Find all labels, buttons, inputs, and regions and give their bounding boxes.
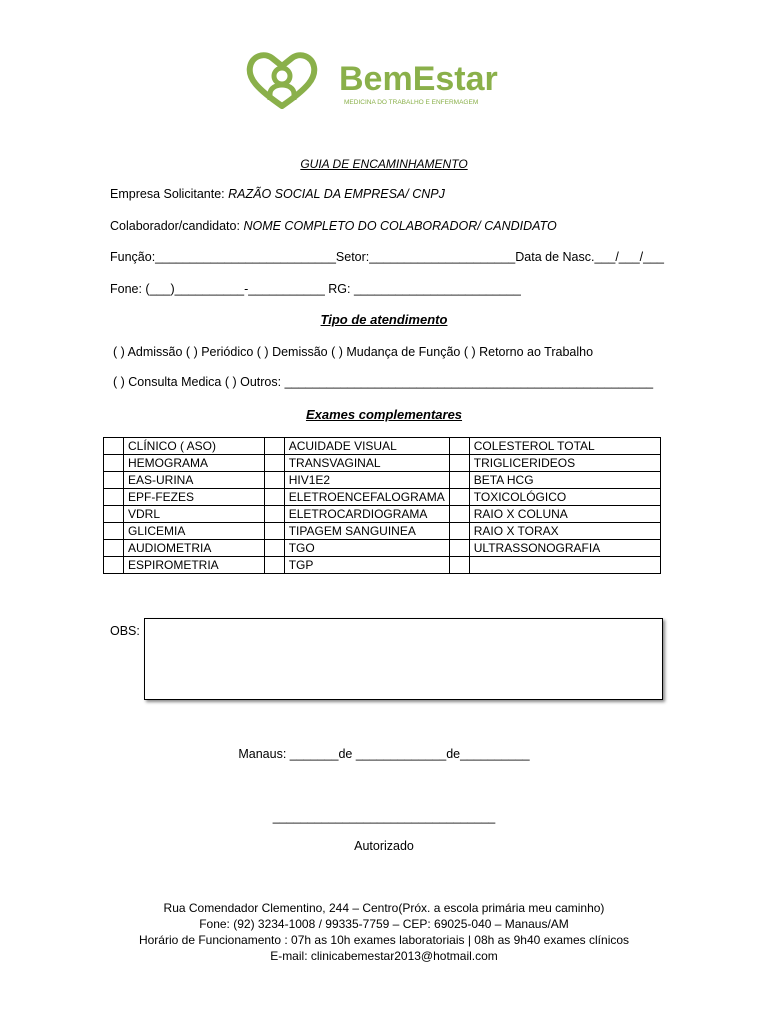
table-row	[104, 489, 661, 506]
tipo-atendimento-options-2: ( ) Consulta Medica ( ) Outros: _____________________________________________________	[113, 375, 654, 389]
exam-name: HEMOGRAMA	[124, 455, 265, 472]
colaborador-label: Colaborador/candidato:	[110, 219, 240, 233]
tipo-atendimento-options-1: ( ) Admissão ( ) Periódico ( ) Demissão ( ) Mudança de Função ( ) Retorno ao Trabalho	[113, 345, 594, 359]
exam-checkbox[interactable]	[104, 506, 124, 523]
fone-rg-line: Fone: (___)__________-___________ RG: ________________________	[110, 282, 521, 296]
exam-checkbox[interactable]	[449, 540, 469, 557]
exam-checkbox[interactable]	[264, 472, 284, 489]
exam-checkbox[interactable]	[104, 438, 124, 455]
exam-name: TRANSVAGINAL	[284, 455, 449, 472]
table-row	[104, 472, 661, 489]
tipo-atendimento-heading: Tipo de atendimento	[320, 312, 448, 327]
exam-checkbox[interactable]	[104, 540, 124, 557]
obs-label: OBS:	[110, 624, 140, 638]
exam-name	[469, 557, 660, 574]
empresa-value: RAZÃO SOCIAL DA EMPRESA/ CNPJ	[228, 187, 445, 201]
obs-textbox[interactable]	[144, 618, 663, 700]
exam-checkbox[interactable]	[104, 557, 124, 574]
autorizado-label: Autorizado	[354, 839, 414, 853]
exam-name: GLICEMIA	[124, 523, 265, 540]
footer-address: Rua Comendador Clementino, 244 – Centro(Próx. a escola primária meu caminho)	[163, 901, 605, 915]
exam-checkbox[interactable]	[264, 455, 284, 472]
exam-name: AUDIOMETRIA	[124, 540, 265, 557]
exam-checkbox[interactable]	[104, 455, 124, 472]
table-row	[104, 438, 661, 455]
manaus-date-line: Manaus: _______de _____________de__________	[238, 747, 530, 761]
exam-checkbox[interactable]	[264, 506, 284, 523]
empresa-label: Empresa Solicitante:	[110, 187, 225, 201]
table-row	[104, 540, 661, 557]
exam-name: HIV1E2	[284, 472, 449, 489]
exames-heading: Exames complementares	[305, 407, 463, 422]
exam-name: COLESTEROL TOTAL	[469, 438, 660, 455]
svg-text:MEDICINA DO TRABALHO E ENFERMA: MEDICINA DO TRABALHO E ENFERMAGEM	[344, 99, 479, 106]
exam-checkbox[interactable]	[264, 523, 284, 540]
signature-line: ________________________________	[272, 810, 496, 824]
exames-table	[103, 437, 661, 574]
exam-name: EAS-URINA	[124, 472, 265, 489]
exam-checkbox[interactable]	[264, 489, 284, 506]
document-title: GUIA DE ENCAMINHAMENTO	[300, 157, 468, 171]
footer	[0, 900, 768, 964]
bemestar-logo	[244, 50, 514, 112]
exam-checkbox[interactable]	[104, 523, 124, 540]
empresa-field	[110, 187, 445, 201]
exam-name: ELETROCARDIOGRAMA	[284, 506, 449, 523]
footer-phone: Fone: (92) 3234-1008 / 99335-7759 – CEP: 69025-040 – Manaus/AM	[199, 917, 569, 931]
table-row	[104, 506, 661, 523]
heart-person-icon	[244, 50, 514, 112]
exam-checkbox[interactable]	[449, 489, 469, 506]
exam-name: BETA HCG	[469, 472, 660, 489]
exam-checkbox[interactable]	[264, 438, 284, 455]
exam-checkbox[interactable]	[449, 455, 469, 472]
exam-name: CLÍNICO ( ASO)	[124, 438, 265, 455]
footer-email: E-mail: clinicabemestar2013@hotmail.com	[270, 949, 498, 963]
exam-checkbox[interactable]	[264, 557, 284, 574]
exam-name: TIPAGEM SANGUINEA	[284, 523, 449, 540]
exam-name: TGP	[284, 557, 449, 574]
exam-name: ACUIDADE VISUAL	[284, 438, 449, 455]
exam-checkbox[interactable]	[449, 506, 469, 523]
funcao-setor-nasc-line: Função:__________________________Setor:_____________________Data de Nasc.___/___/___	[110, 250, 664, 264]
exam-checkbox[interactable]	[104, 489, 124, 506]
exam-checkbox[interactable]	[449, 438, 469, 455]
exam-checkbox[interactable]	[449, 557, 469, 574]
exam-checkbox[interactable]	[449, 523, 469, 540]
exam-checkbox[interactable]	[104, 472, 124, 489]
exam-name: RAIO X TORAX	[469, 523, 660, 540]
exam-name: ULTRASSONOGRAFIA	[469, 540, 660, 557]
footer-hours: Horário de Funcionamento : 07h as 10h exames laboratoriais | 08h as 9h40 exames clínicos	[138, 933, 630, 947]
table-row	[104, 523, 661, 540]
exam-checkbox[interactable]	[264, 540, 284, 557]
exam-name: TGO	[284, 540, 449, 557]
exam-name: TRIGLICERIDEOS	[469, 455, 660, 472]
colaborador-value: NOME COMPLETO DO COLABORADOR/ CANDIDATO	[243, 219, 557, 233]
exam-name: TOXICOLÓGICO	[469, 489, 660, 506]
exam-name: ESPIROMETRIA	[124, 557, 265, 574]
colaborador-field	[110, 219, 557, 233]
exam-checkbox[interactable]	[449, 472, 469, 489]
exam-name: EPF-FEZES	[124, 489, 265, 506]
exam-name: VDRL	[124, 506, 265, 523]
exam-name: RAIO X COLUNA	[469, 506, 660, 523]
table-row	[104, 455, 661, 472]
exam-name: ELETROENCEFALOGRAMA	[284, 489, 449, 506]
svg-text:BemEstar: BemEstar	[339, 60, 498, 98]
table-row	[104, 557, 661, 574]
